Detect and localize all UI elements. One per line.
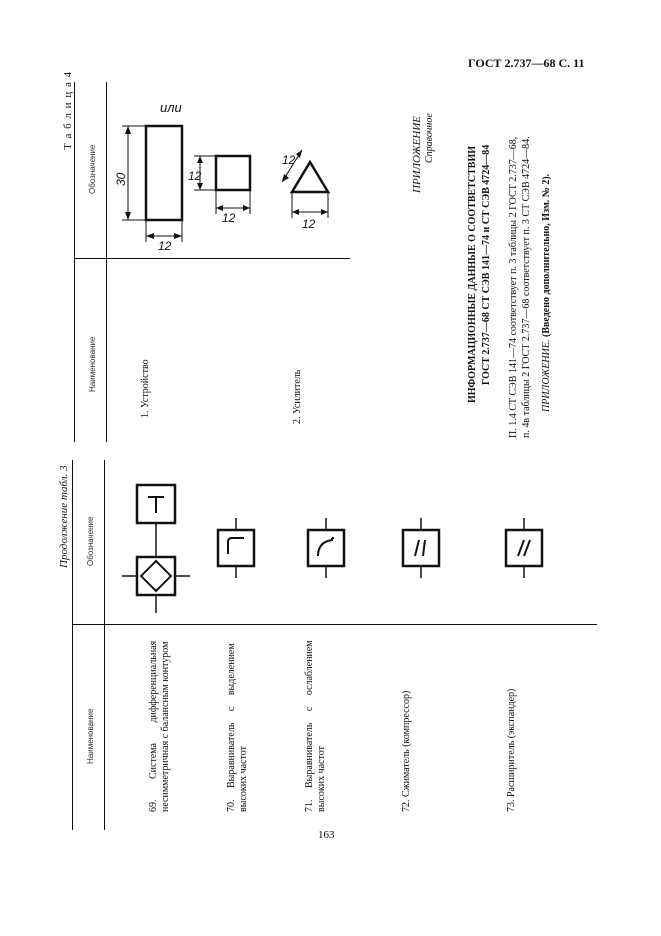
equalizer-high-boost-symbol [206, 514, 266, 584]
or-label: или [160, 100, 182, 115]
expander-symbol [494, 514, 554, 584]
page-header: ГОСТ 2.737—68 С. 11 [468, 56, 585, 70]
table4-column-divider [74, 258, 350, 259]
dim-12-label-e: 12 [302, 217, 316, 231]
dim-12-label-a: 12 [158, 239, 172, 253]
compressor-symbol [391, 514, 451, 584]
amplifier-symbol [270, 142, 360, 252]
table3-row-70-name: 70. Выравниватель с выделением высоких частот [226, 643, 249, 812]
dim-12-label-b: 12 [188, 169, 202, 183]
dim-30-label: 30 [114, 172, 128, 186]
differential-system-symbol [120, 475, 200, 625]
dim-12-label-c: 12 [222, 211, 236, 225]
appendix-heading-line1: ИНФОРМАЦИОННЫЕ ДАННЫЕ О СООТВЕТСТВИИ [467, 145, 478, 403]
appendix-subtitle: Справочное [424, 113, 435, 163]
equalizer-high-cut-symbol [296, 514, 356, 584]
appendix-text-line1: П. 1.4 СТ СЭВ 141—74 соответствует п. 3 таблицы 2 ГОСТ 2.737—68, [508, 136, 519, 438]
table3-header-border [104, 460, 105, 830]
page-number: 163 [318, 829, 335, 841]
table3-row-73-name: 73. Расширитель (экспандер) [506, 688, 517, 812]
table4-top-border [74, 82, 75, 442]
table3-col-name-header: Наименование [86, 708, 95, 764]
table4-row-1-name: 1. Устройство [140, 359, 151, 418]
table4-caption: Т а б л и ц а 4 [62, 70, 74, 150]
table3-row-71-name: 71. Выравниватель с ослаблением высоких частот [304, 640, 327, 812]
table4-header-border [106, 82, 107, 442]
appendix-heading-line2: ГОСТ 2.737—68 СТ СЭВ 141—74 и СТ СЭВ 4724—84 [481, 144, 492, 385]
table3-row-69-name: 69. Система дифференциальная несимметричная с балансным контуром [148, 640, 171, 812]
table4-col-symbol-header: Обозначение [88, 144, 97, 194]
device-symbol [108, 88, 268, 258]
appendix-text-line2: п. 4в таблицы 2 ГОСТ 2.737—68 соответствует п. 3 СТ СЭВ 4724—84. [521, 136, 532, 438]
table4-col-name-header: Наименование [88, 336, 97, 392]
table3-col-symbol-header: Обозначение [86, 516, 95, 566]
appendix-title: ПРИЛОЖЕНИЕ [411, 116, 423, 193]
dim-12-label-d: 12 [282, 153, 296, 167]
appendix-amendment-note: ПРИЛОЖЕНИЕ. (Введено дополнительно, Изм. № 2). [541, 173, 552, 412]
table3-top-border [72, 460, 73, 830]
table4-row-2-name: 2. Усилитель [292, 369, 303, 424]
table3-row-72-name: 72. Сжиматель (компрессор) [401, 690, 412, 812]
table3-caption: Продолжение табл. 3 [58, 465, 70, 568]
